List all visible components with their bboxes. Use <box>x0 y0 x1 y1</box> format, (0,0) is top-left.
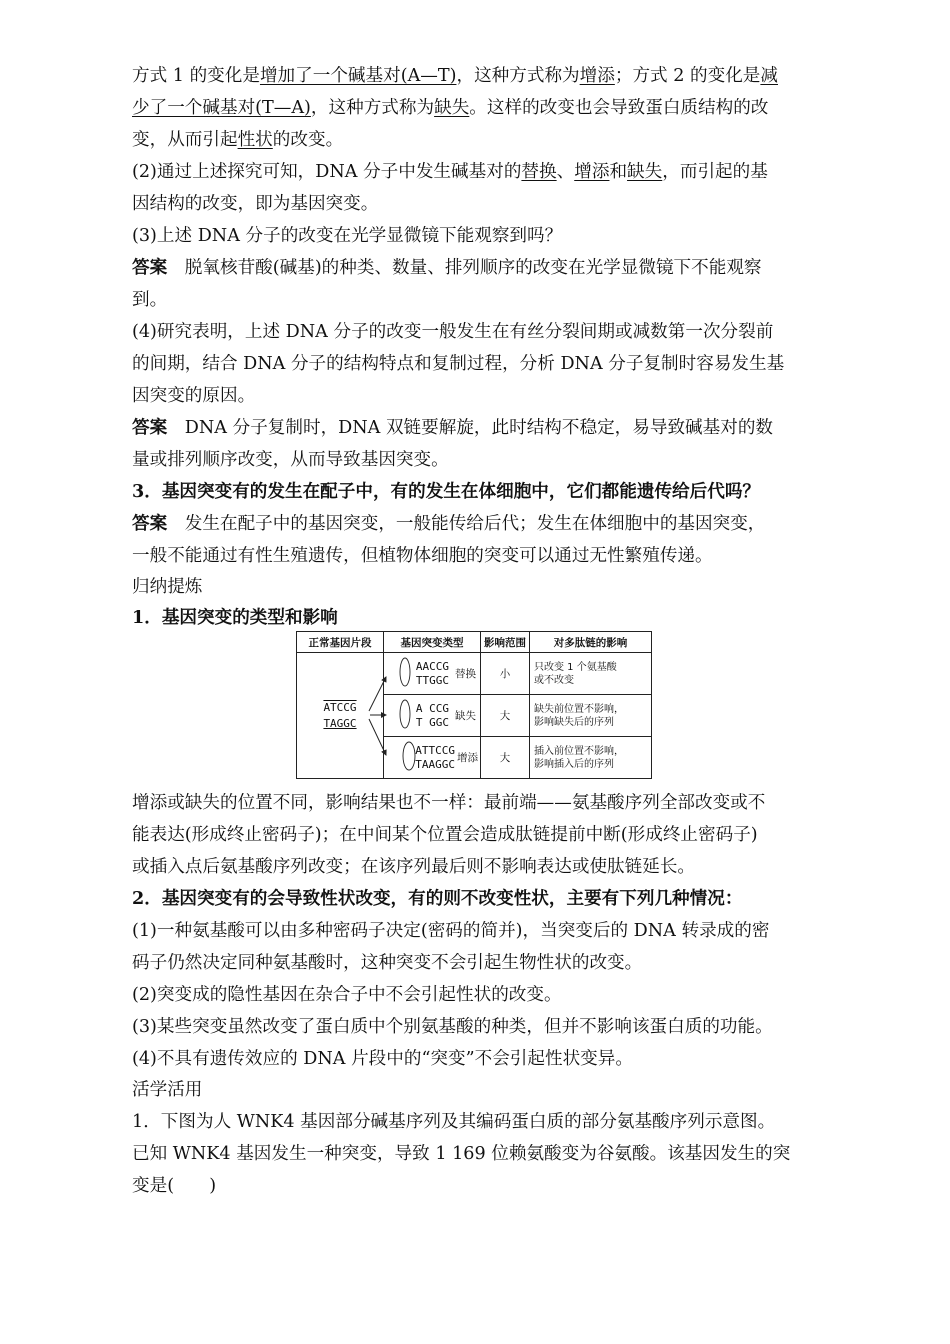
text: ，这种方式称为 <box>456 66 580 86</box>
mutation-type-cell <box>384 653 481 695</box>
paragraph-line: (3)某些突变虽然改变了蛋白质中个别氨基酸的种类，但并不影响该蛋白质的功能。 <box>132 1017 773 1037</box>
seq-bottom: TTGGC <box>415 673 449 687</box>
paragraph-line <box>132 94 768 122</box>
table-header: 基因突变类型 <box>384 632 481 653</box>
text: 、 <box>556 162 575 182</box>
effect-text: 影响插入后的序列 <box>534 758 614 770</box>
effect-cell <box>530 695 652 737</box>
text: 脱氧核苷酸(碱基)的种类、数量、排列顺序的改变在光学显微镜下不能观察 <box>167 258 762 278</box>
paragraph-line: 码子仍然决定同种氨基酸时，这种突变不会引起生物性状的改变。 <box>132 953 643 973</box>
paragraph-line <box>132 158 768 186</box>
paragraph-line: (2)突变成的隐性基因在杂合子中不会引起性状的改变。 <box>132 985 562 1005</box>
seq-top: ATTCCG <box>415 743 455 757</box>
underlined-answer: 增加了一个碱基对(A—T) <box>259 66 457 86</box>
seq-bottom: T GGC <box>415 715 449 729</box>
effect-cell <box>530 653 652 695</box>
text: 的改变。 <box>272 130 344 150</box>
effect-cell <box>530 737 652 779</box>
scope-cell: 大 <box>481 695 530 737</box>
section-heading: 活学活用 <box>132 1080 203 1100</box>
answer-line <box>132 254 762 282</box>
paragraph-line: 能表达(形成终止密码子)；在中间某个位置会造成肽链提前中断(形成终止密码子) <box>132 825 758 845</box>
mutation-types-table <box>296 631 652 779</box>
effect-text: 只改变 1 个氨基酸 <box>534 661 617 673</box>
answer-line <box>132 414 773 442</box>
mutation-type-label: 替换 <box>455 668 476 680</box>
question-line: 因突变的原因。 <box>132 386 256 406</box>
paragraph-line: 量或排列顺序改变，从而导致基因突变。 <box>132 450 449 470</box>
underlined-answer: 减 <box>760 66 778 86</box>
normal-seq-top: ATCCG <box>323 700 357 714</box>
answer-line <box>132 510 765 538</box>
effect-text: 或不改变 <box>534 674 574 686</box>
paragraph-line: 一般不能通过有性生殖遗传，但植物体细胞的突变可以通过无性繁殖传递。 <box>132 546 713 566</box>
question-line: 变是( ) <box>132 1176 217 1196</box>
paragraph-line: (1)一种氨基酸可以由多种密码子决定(密码的简并)，当突变后的 DNA 转录成的密 <box>132 921 770 941</box>
question-line: (4)研究表明，上述 DNA 分子的改变一般发生在有丝分裂间期或减数第一次分裂前 <box>132 322 774 342</box>
underlined-answer: 少了一个碱基对(T—A) <box>132 98 311 118</box>
paragraph-line: 增添或缺失的位置不同，影响结果也不一样：最前端——氨基酸序列全部改变或不 <box>132 793 766 813</box>
effect-text: 插入前位置不影响， <box>534 745 624 757</box>
subsection-heading: 1．基因突变的类型和影响 <box>132 607 338 628</box>
mutation-type-cell <box>384 695 481 737</box>
seq-top: AACCG <box>415 659 449 673</box>
text: ，这种方式称为 <box>310 98 435 118</box>
seq-top: A CCG <box>415 701 449 715</box>
table-header: 正常基因片段 <box>297 632 384 653</box>
question-line: 的间期，结合 DNA 分子的结构特点和复制过程，分析 DNA 分子复制时容易发生基 <box>132 354 785 374</box>
normal-seq-bottom: TAGGC <box>323 716 357 730</box>
text: ，而引起的基 <box>662 162 768 182</box>
normal-gene-cell <box>297 653 384 779</box>
underlined-answer: 缺失 <box>434 98 470 118</box>
text: 方式 1 的变化是 <box>132 66 260 86</box>
paragraph-line <box>132 126 343 154</box>
underlined-answer: 增添 <box>574 162 610 182</box>
text: (2)通过上述探究可知，DNA 分子中发生碱基对的 <box>132 162 522 182</box>
text: ；方式 2 的变化是 <box>614 66 761 86</box>
underlined-answer: 性状 <box>237 130 273 150</box>
mutation-type-label: 增添 <box>457 752 478 764</box>
paragraph-line <box>132 62 778 90</box>
question-line: 已知 WNK4 基因发生一种突变，导致 1 169 位赖氨酸变为谷氨酸。该基因发生的突 <box>132 1144 791 1164</box>
text: 和 <box>609 162 628 182</box>
text: 。这样的改变也会导致蛋白质结构的改 <box>469 98 769 118</box>
question-line: (3)上述 DNA 分子的改变在光学显微镜下能观察到吗？ <box>132 226 563 246</box>
answer-label: 答案 <box>132 417 168 438</box>
paragraph-line: 或插入点后氨基酸序列改变；在该序列最后则不影响表达或使肽链延长。 <box>132 857 696 877</box>
paragraph-line: (4)不具有遗传效应的 DNA 片段中的“突变”不会引起性状变异。 <box>132 1049 633 1069</box>
question-heading: 3．基因突变有的发生在配子中，有的发生在体细胞中，它们都能遗传给后代吗？ <box>132 481 761 502</box>
subsection-heading: 2．基因突变有的会导致性状改变，有的则不改变性状，主要有下列几种情况： <box>132 888 743 909</box>
paragraph-line: 到。 <box>132 290 168 310</box>
seq-bottom: TAAGGC <box>415 757 455 771</box>
section-heading: 归纳提炼 <box>132 577 203 597</box>
effect-text: 缺失前位置不影响， <box>534 703 624 715</box>
question-line: 1．下图为人 WNK4 基因部分碱基序列及其编码蛋白质的部分氨基酸序列示意图。 <box>132 1112 776 1132</box>
answer-label: 答案 <box>132 513 168 534</box>
table-header-row <box>297 632 652 653</box>
table-header: 对多肽链的影响 <box>530 632 652 653</box>
underlined-answer: 缺失 <box>627 162 663 182</box>
underlined-answer: 替换 <box>521 162 557 182</box>
paragraph-line: 因结构的改变，即为基因突变。 <box>132 194 379 214</box>
mutation-type-cell <box>384 737 481 779</box>
scope-cell: 大 <box>481 737 530 779</box>
scope-cell: 小 <box>481 653 530 695</box>
text: 变，从而引起 <box>132 130 238 150</box>
effect-text: 影响缺失后的序列 <box>534 716 614 728</box>
text: DNA 分子复制时，DNA 双链要解旋，此时结构不稳定，易导致碱基对的数 <box>167 418 774 438</box>
text: 发生在配子中的基因突变，一般能传给后代；发生在体细胞中的基因突变， <box>167 514 766 534</box>
table-header: 影响范围 <box>481 632 530 653</box>
table-row <box>297 653 652 695</box>
mutation-type-label: 缺失 <box>455 710 476 722</box>
answer-label: 答案 <box>132 257 168 278</box>
underlined-answer: 增添 <box>579 66 615 86</box>
